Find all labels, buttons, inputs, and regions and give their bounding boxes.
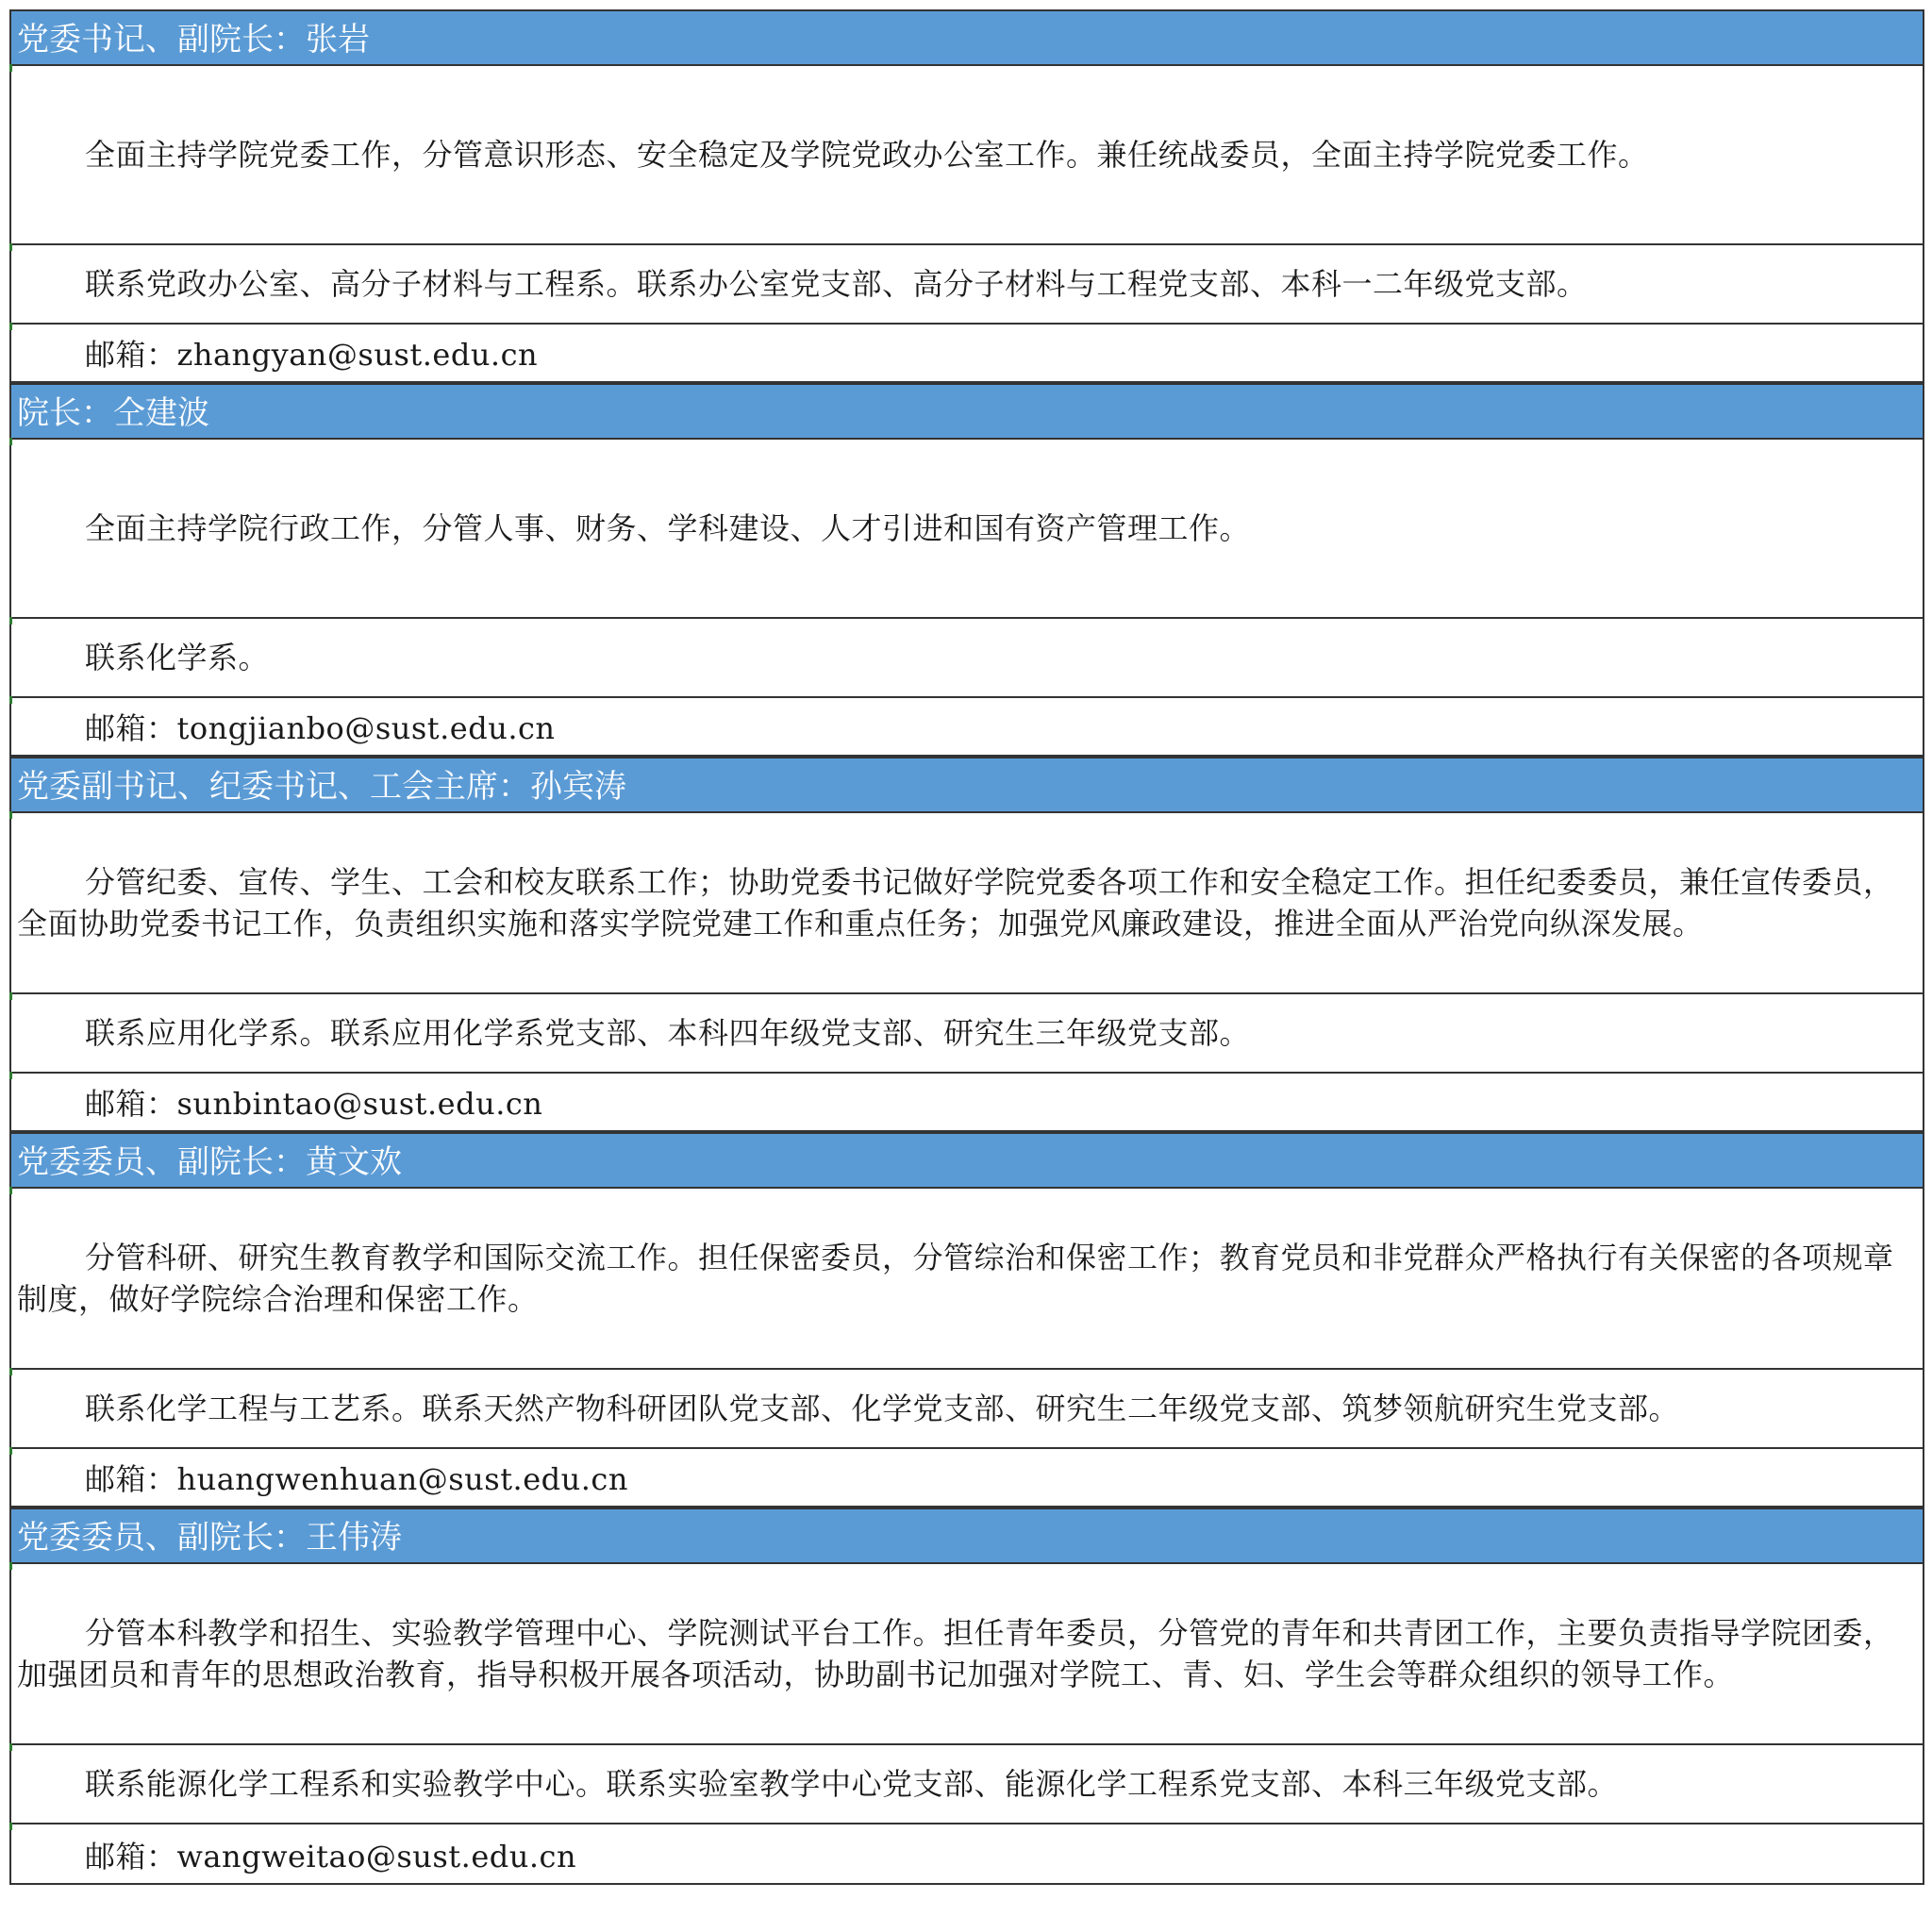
section-header: 党委委员、副院长：黄文欢 xyxy=(11,1132,1923,1189)
email-cell xyxy=(11,1074,1923,1132)
email-cell xyxy=(11,1824,1923,1883)
duty-text: 分管科研、研究生教育教学和国际交流工作。担任保密委员，分管综治和保密工作；教育党员和非党群众严格执行有关保密的各项规章制度，做好学院综合治理和保密工作。 xyxy=(17,1240,1894,1317)
email-text: 邮箱：tongjianbo@sust.edu.cn xyxy=(85,710,556,746)
email-cell xyxy=(11,325,1923,383)
duty-cell xyxy=(11,1564,1923,1745)
contact-cell xyxy=(11,1745,1923,1824)
contact-cell xyxy=(11,245,1923,325)
duty-cell xyxy=(11,66,1923,245)
email-cell xyxy=(11,698,1923,757)
contact-text: 联系化学系。 xyxy=(85,640,270,675)
duty-text: 全面主持学院党委工作，分管意识形态、安全稳定及学院党政办公室工作。兼任统战委员，全面主持学院党委工作。 xyxy=(85,137,1649,173)
email-text: 邮箱：zhangyan@sust.edu.cn xyxy=(85,337,539,373)
email-text: 邮箱：wangweitao@sust.edu.cn xyxy=(85,1839,577,1874)
contact-cell xyxy=(11,619,1923,698)
email-cell xyxy=(11,1449,1923,1508)
section-header: 党委书记、副院长：张岩 xyxy=(11,9,1923,66)
duty-text: 全面主持学院行政工作，分管人事、财务、学科建设、人才引进和国有资产管理工作。 xyxy=(85,510,1251,546)
leadership-duty-table xyxy=(9,9,1924,1885)
contact-text: 联系党政办公室、高分子材料与工程系。联系办公室党支部、高分子材料与工程党支部、本科一二年级党支部。 xyxy=(85,266,1588,302)
contact-cell xyxy=(11,1370,1923,1449)
contact-text: 联系能源化学工程系和实验教学中心。联系实验室教学中心党支部、能源化学工程系党支部、本科三年级党支部。 xyxy=(85,1766,1619,1802)
duty-cell xyxy=(11,1189,1923,1370)
duty-cell xyxy=(11,813,1923,994)
email-text: 邮箱：sunbintao@sust.edu.cn xyxy=(85,1086,543,1122)
contact-cell xyxy=(11,994,1923,1074)
duty-text: 分管纪委、宣传、学生、工会和校友联系工作；协助党委书记做好学院党委各项工作和安全稳定工作。担任纪委委员，兼任宣传委员，全面协助党委书记工作，负责组织实施和落实学院党建工作和重点任务；加强党风廉政建设，推进全面从严治党向纵深发展。 xyxy=(17,864,1894,941)
email-text: 邮箱：huangwenhuan@sust.edu.cn xyxy=(85,1461,628,1497)
contact-text: 联系化学工程与工艺系。联系天然产物科研团队党支部、化学党支部、研究生二年级党支部、筑梦领航研究生党支部。 xyxy=(85,1391,1680,1426)
contact-text: 联系应用化学系。联系应用化学系党支部、本科四年级党支部、研究生三年级党支部。 xyxy=(85,1015,1251,1051)
section-header: 党委委员、副院长：王伟涛 xyxy=(11,1508,1923,1564)
duty-cell xyxy=(11,440,1923,619)
section-header: 院长：仝建波 xyxy=(11,383,1923,440)
section-header: 党委副书记、纪委书记、工会主席：孙宾涛 xyxy=(11,757,1923,813)
duty-text: 分管本科教学和招生、实验教学管理中心、学院测试平台工作。担任青年委员，分管党的青年和共青团工作，主要负责指导学院团委，加强团员和青年的思想政治教育，指导积极开展各项活动，协助副书记加强对学院工、青、妇、学生会等群众组织的领导工作。 xyxy=(17,1615,1894,1692)
